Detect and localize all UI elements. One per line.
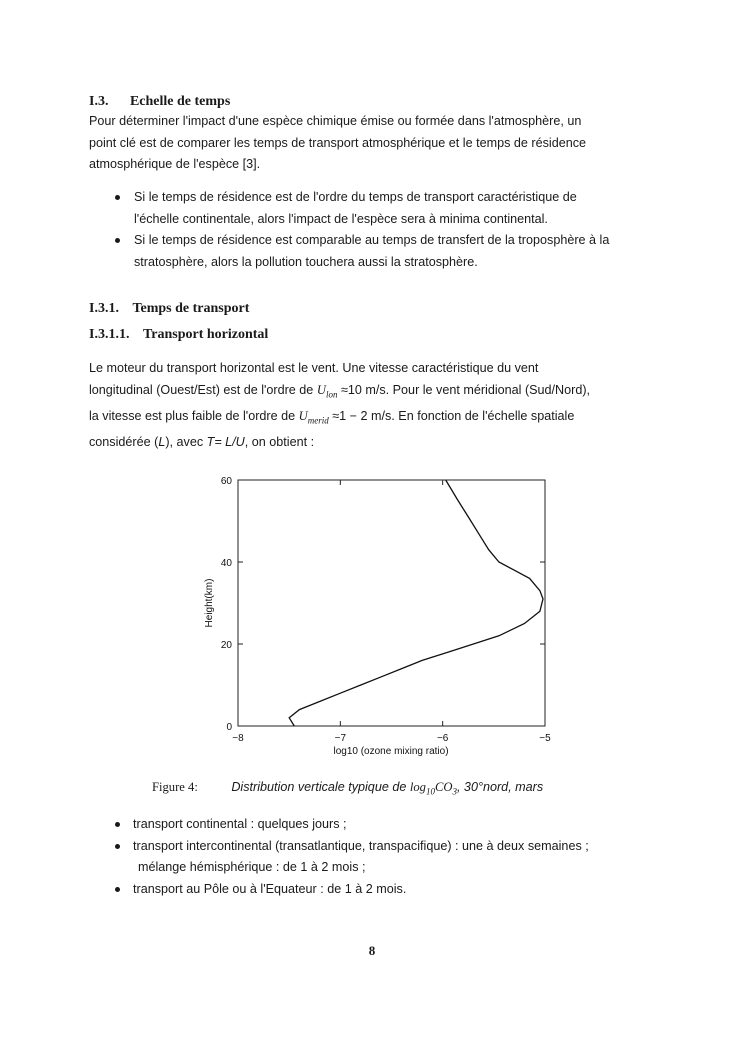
subsection-number: I.3.1. — [89, 301, 119, 316]
series-line — [289, 480, 543, 726]
figure-label: Figure 4: — [152, 780, 198, 794]
transport-paragraph — [89, 358, 689, 453]
bullet-dot-icon — [115, 195, 120, 200]
u-lon-symbol: $U_{lon}$ — [316, 382, 338, 400]
list-item — [89, 230, 689, 273]
bullet-dot-icon — [115, 822, 120, 827]
list-item — [89, 814, 709, 836]
subsubsection-heading — [89, 327, 268, 343]
x-tick-label: −5 — [539, 733, 551, 744]
bullet-dot-icon — [115, 238, 120, 243]
list-item-line: l'échelle continentale, alors l'impact de l'espèce sera à minima continental. — [134, 211, 548, 226]
section-number: I.3. — [89, 94, 109, 109]
list-item — [89, 879, 709, 901]
y-tick-label: 20 — [220, 640, 232, 651]
list-item-line: mélange hémisphérique : de 1 à 2 mois ; — [138, 860, 366, 874]
transport-line: Le moteur du transport horizontal est le vent. Une vitesse caractéristique du vent — [89, 361, 539, 375]
y-tick-label: 0 — [226, 722, 232, 733]
bullet-list-bottom — [89, 814, 709, 900]
subsubsection-number: I.3.1.1. — [89, 327, 130, 342]
x-axis-label: log10 (ozone mixing ratio) — [333, 746, 449, 757]
ozone-profile-chart — [190, 468, 570, 764]
list-item-line: stratosphère, alors la pollution touchera aussi la stratosphère. — [134, 254, 478, 269]
u-merid-symbol: $U_{merid}$ — [298, 408, 329, 426]
list-item — [89, 187, 689, 230]
figure-caption-text: Distribution verticale typique de $\log_{10}CO_3$, 30°nord, mars — [231, 780, 544, 797]
y-axis-label: Height(km) — [204, 578, 215, 628]
transport-line: longitudinal (Ouest/Est) est de l'ordre de $U_{lon} \approx 10$ m/s. Pour le vent méridional (Sud/Nord), — [89, 382, 591, 400]
intro-line: Pour déterminer l'impact d'une espèce chimique émise ou formée dans l'atmosphère, un — [89, 114, 582, 128]
intro-paragraph — [89, 111, 586, 176]
page-number: 8 — [368, 943, 376, 958]
bullet-dot-icon — [115, 844, 120, 849]
x-tick-label: −6 — [436, 733, 449, 744]
x-tick-label: −7 — [334, 733, 347, 744]
subsubsection-title: Transport horizontal — [142, 327, 269, 342]
transport-line: considérée (L), avec T= L/U, on obtient : — [89, 434, 315, 449]
list-item-line: transport au Pôle ou à l'Equateur : de 1 à 2 mois. — [133, 881, 407, 896]
chart-frame — [238, 480, 545, 726]
list-item-line: transport continental : quelques jours ; — [133, 817, 347, 831]
intro-line: atmosphérique de l'espèce [3]. — [89, 157, 261, 171]
subsection-heading — [89, 301, 249, 317]
subsection-title: Temps de transport — [132, 301, 250, 316]
x-tick-label: −8 — [232, 733, 244, 744]
bullet-list-top — [89, 187, 689, 273]
list-item — [89, 836, 709, 879]
list-item-line: Si le temps de résidence est de l'ordre du temps de transport caractéristique de — [134, 190, 577, 204]
list-item-line: Si le temps de résidence est comparable au temps de transfert de la troposphère à la — [134, 233, 610, 247]
section-title: Echelle de temps — [129, 94, 231, 109]
y-tick-label: 60 — [220, 476, 232, 487]
figure-caption — [152, 780, 543, 797]
bullet-dot-icon — [115, 887, 120, 892]
transport-line: la vitesse est plus faible de l'ordre de $U_{merid} \approx 1 - 2$ m/s. En fonction de l'échelle spatiale — [89, 408, 575, 426]
section-heading — [89, 94, 230, 110]
list-item-line: transport intercontinental (transatlantique, transpacifique) : une à deux semaines ; — [133, 838, 589, 853]
y-tick-label: 40 — [220, 558, 232, 569]
intro-line: point clé est de comparer les temps de transport atmosphérique et le temps de résidence — [89, 135, 587, 150]
